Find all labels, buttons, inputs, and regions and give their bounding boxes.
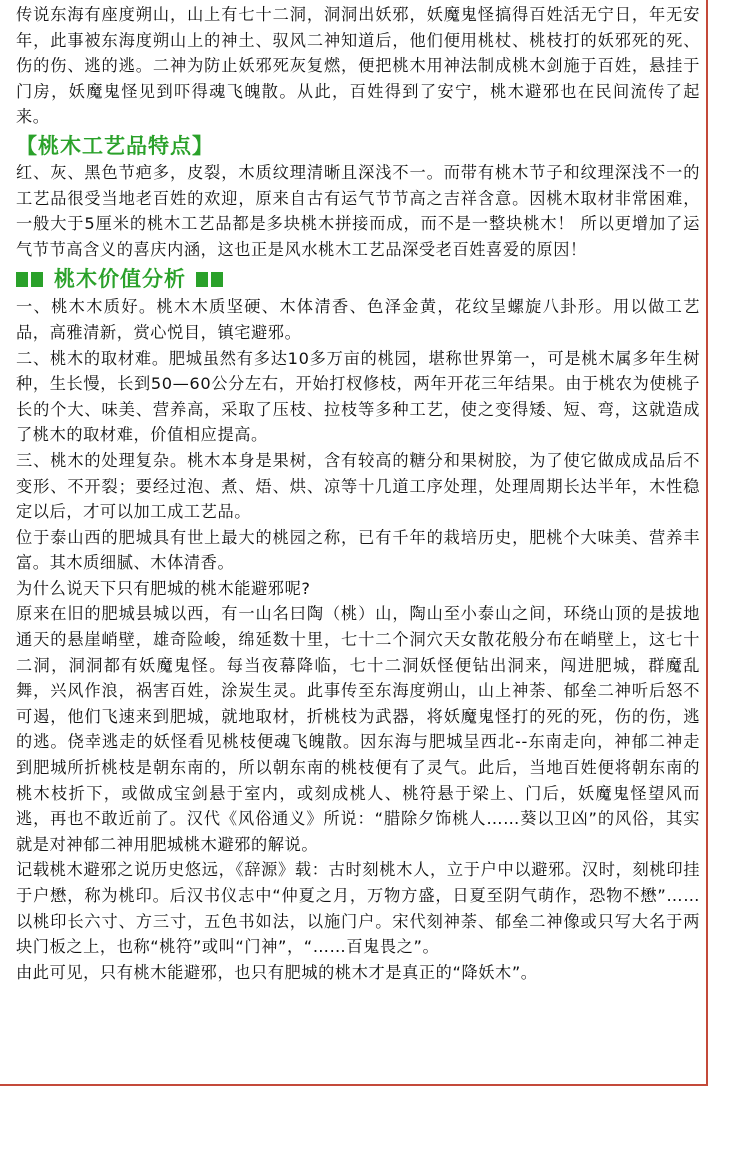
value-heading-label: 桃木价值分析 [54, 267, 186, 292]
legend-paragraph: 原来在旧的肥城县城以西，有一山名曰陶（桃）山，陶山至小泰山之间，环绕山顶的是拔地通天的悬崖峭壁，雄奇险峻，绵延数十里，七十二个洞穴天女散花般分布在峭壁上，这七十二洞，洞洞都有妖魔鬼怪。每当夜幕降临，七十二洞妖怪便钻出洞来，闯进肥城，群魔乱舞，兴风作浪，祸害百姓，涂炭生灵。此事传至东海度朔山，山上神荼、郁垒二神听后怒不可遏，他们飞速来到肥城，就地取材，折桃枝为武器，将妖魔鬼怪打的死的死，伤的伤，逃的逃。侥幸逃走的妖怪看见桃枝便魂飞魄散。因东海与肥城呈西北--东南走向，神郁二神走到肥城所折桃枝是朝东南的，所以朝东南的桃枝便有了灵气。此后，当地百姓便将朝东南的桃木枝折下，或做成宝剑悬于室内，或刻成桃人、桃符悬于梁上、门后，妖魔鬼怪望风而逃，再也不敢近前了。汉代《风俗通义》所说：“腊除夕饰桃人……葵以卫凶”的风俗，其实就是对神郁二神用肥城桃木避邪的解说。 [16, 604, 700, 854]
green-square-icon [211, 272, 223, 287]
value-heading [16, 264, 700, 294]
heading-squares-left [16, 272, 46, 287]
value-point-2: 二、桃木的取材难。肥城虽然有多达10多万亩的桃园，堪称世界第一，可是桃木属多年生树种，生长慢，长到50—60公分左右，开始打杈修枝，两年开花三年结果。由于桃农为使桃子长的个大、味美、营养高，采取了压枝、拉枝等多种工艺，使之变得矮、短、弯，这就造成了桃木的取材难，价值相应提高。 [16, 348, 700, 445]
features-paragraph: 红、灰、黑色节疤多，皮裂，木质纹理清晰且深浅不一。而带有桃木节子和纹理深浅不一的工艺品很受当地老百姓的欢迎，原来自古有运气节节高之吉祥含意。因桃木取材非常困难，一般大于5厘米的桃木工艺品都是多块桃木拼接而成，而不是一整块桃木！ 所以更增加了运气节节高含义的喜庆内涵，这也正是风水桃木工艺品深受老百姓喜爱的原因！ [16, 162, 700, 259]
value-point-3: 三、桃木的处理复杂。桃木本身是果树，含有较高的糖分和果树胶，为了使它做成成品后不变形、不开裂；要经过泡、煮、焐、烘、凉等十几道工序处理，处理周期长达半年，木性稳定以后，才可以加工成工艺品。 [16, 450, 700, 522]
green-square-icon [31, 272, 43, 287]
green-square-icon [16, 272, 28, 287]
history-paragraph: 记载桃木避邪之说历史悠远，《辞源》载：古时刻桃木人，立于户中以避邪。汉时，刻桃印挂于户懋，称为桃印。后汉书仪志中“仲夏之月，万物方盛，日夏至阴气萌作，恐物不懋”……以桃印长六寸、方三寸，五色书如法，以施门户。宋代刻神荼、郁垒二神像或只写大名于两块门板之上，也称“桃符”或叫“门神”，“……百鬼畏之”。 [16, 860, 700, 957]
question-paragraph: 为什么说天下只有肥城的桃木能避邪呢? [16, 578, 311, 598]
value-point-1: 一、桃木木质好。桃木木质坚硬、木体清香、色泽金黄，花纹呈螺旋八卦形。用以做工艺品，高雅清新，赏心悦目，镇宅避邪。 [16, 297, 700, 342]
features-heading: 【桃木工艺品特点】 [16, 133, 214, 158]
green-square-icon [196, 272, 208, 287]
article-body [16, 2, 700, 985]
conclusion-paragraph: 由此可见，只有桃木能避邪，也只有肥城的桃木才是真正的“降妖木”。 [16, 962, 538, 982]
heading-squares-right [196, 272, 226, 287]
intro-paragraph: 传说东海有座度朔山，山上有七十二洞，洞洞出妖邪，妖魔鬼怪搞得百姓活无宁日，年无安年，此事被东海度朔山上的神土、驭风二神知道后，他们便用桃杖、桃枝打的妖邪死的死、伤的伤、逃的逃。二神为防止妖邪死灰复燃，便把桃木用神法制成桃木剑施于百姓，悬挂于门房，妖魔鬼怪见到吓得魂飞魄散。从此，百姓得到了安宁，桃木避邪也在民间流传了起来。 [16, 5, 700, 127]
feicheng-paragraph: 位于泰山西的肥城具有世上最大的桃园之称，已有千年的栽培历史，肥桃个大味美、营养丰富。其木质细腻、木体清香。 [16, 527, 700, 573]
